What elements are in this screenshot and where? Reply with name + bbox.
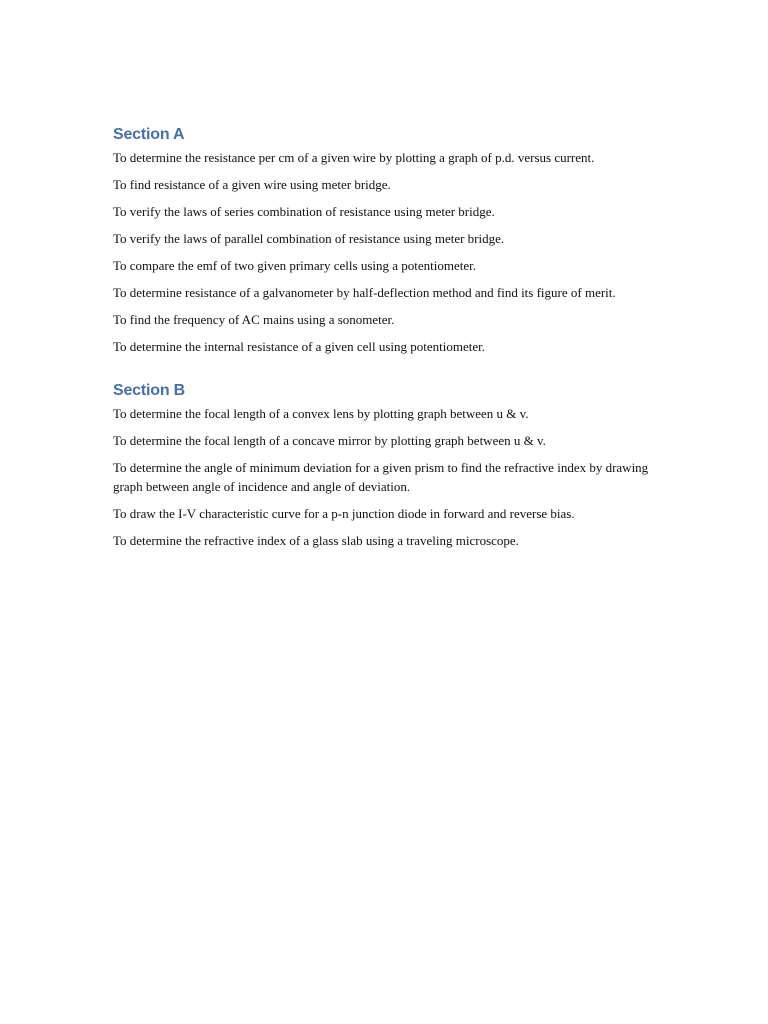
document-page	[113, 125, 658, 558]
list-item: To determine the refractive index of a glass slab using a traveling microscope.	[113, 533, 519, 548]
section-b-heading: Section B	[113, 381, 185, 399]
list-item: To compare the emf of two given primary cells using a potentiometer.	[113, 258, 476, 273]
section-a-heading: Section A	[113, 126, 185, 143]
list-item: To verify the laws of parallel combination of resistance using meter bridge.	[113, 231, 505, 246]
list-item: To find resistance of a given wire using meter bridge.	[113, 177, 391, 192]
list-item: To determine resistance of a galvanometer by half-deflection method and find its figure of merit.	[113, 285, 616, 300]
section-a	[113, 125, 658, 357]
section-b	[113, 381, 658, 551]
list-item: To determine the resistance per cm of a given wire by plotting a graph of p.d. versus current.	[113, 150, 595, 165]
list-item: To draw the I-V characteristic curve for a p-n junction diode in forward and reverse bias.	[113, 506, 575, 521]
list-item: To determine the focal length of a concave mirror by plotting graph between u & v.	[113, 432, 546, 448]
list-item: To determine the internal resistance of a given cell using potentiometer.	[113, 339, 485, 354]
list-item: To determine the angle of minimum deviation for a given prism to find the refractive index by drawing graph between angle of incidence and angle of deviation.	[113, 459, 649, 494]
list-item: To verify the laws of series combination of resistance using meter bridge.	[113, 204, 495, 219]
list-item: To determine the focal length of a convex lens by plotting graph between u & v.	[113, 405, 529, 421]
list-item: To find the frequency of AC mains using a sonometer.	[113, 312, 395, 327]
